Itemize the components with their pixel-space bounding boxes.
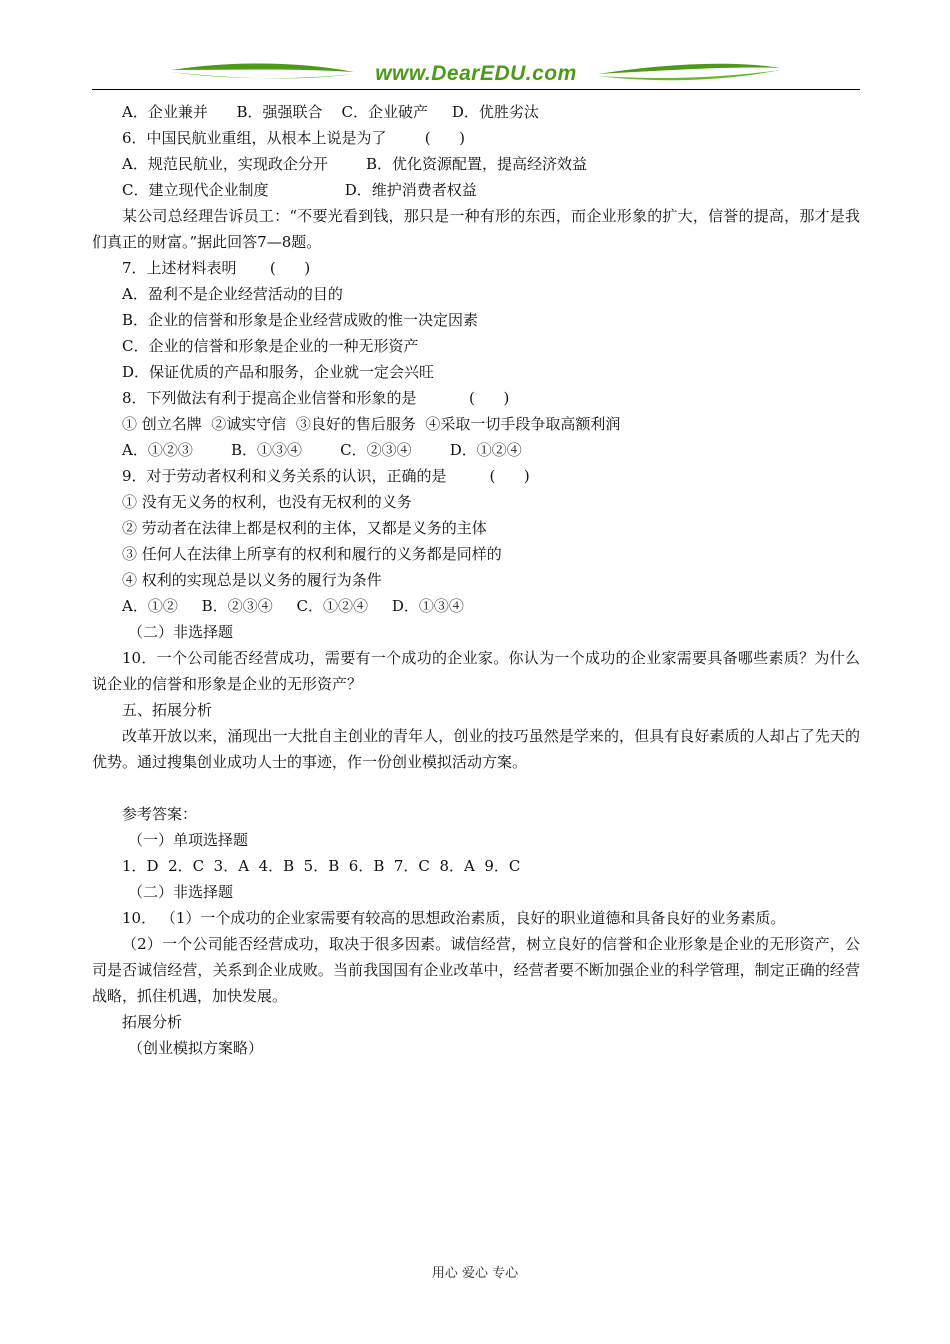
header-rule: [92, 89, 860, 90]
document-body: [92, 99, 860, 1061]
text-line: A．①②③ B．①③④ C．②③④ D．①②④: [122, 441, 522, 459]
question-6: 6．中国民航业重组，从根本上说是为了 ( ): [122, 129, 466, 147]
text-line: C．企业的信誉和形象是企业的一种无形资产: [122, 337, 419, 355]
text-line: ④ 权利的实现总是以义务的履行为条件: [122, 571, 382, 589]
text-line: A．企业兼并 B．强强联合 C．企业破产 D．优胜劣汰: [122, 103, 539, 121]
page-footer: 用心 爱心 专心: [431, 1266, 519, 1281]
text-line: ③ 任何人在法律上所享有的权利和履行的义务都是同样的: [122, 545, 502, 563]
section-heading: 五、拓展分析: [122, 701, 213, 719]
answers-heading: 参考答案：: [122, 805, 198, 823]
text-line: ① 创立名牌 ②诚实守信 ③良好的售后服务 ④采取一切手段争取高额利润: [122, 415, 621, 433]
section-heading: 拓展分析: [122, 1013, 183, 1031]
material-paragraph: 某公司总经理告诉员工：“不要光看到钱，那只是一种有形的东西，而企业形象的扩大，信誉的提高，那才是我们真正的财富。”据此回答7—8题。: [92, 207, 860, 251]
spacer: [92, 775, 860, 801]
logo-text: www.DearEDU.com: [375, 62, 577, 85]
text-line: ① 没有无义务的权利，也没有无权利的义务: [122, 493, 412, 511]
text-line: C．建立现代企业制度 D．维护消费者权益: [122, 181, 477, 199]
text-line: A．盈利不是企业经营活动的目的: [122, 285, 343, 303]
answer-line: （创业模拟方案略）: [128, 1039, 264, 1057]
extension-paragraph: 改革开放以来，涌现出一大批自主创业的青年人，创业的技巧虽然是学来的，但具有良好素质的人却占了先天的优势。通过搜集创业成功人士的事迹，作一份创业模拟活动方案。: [92, 727, 860, 771]
site-logo-banner: [92, 58, 860, 92]
answer-paragraph: （2）一个公司能否经营成功，取决于很多因素。诚信经营，树立良好的信誉和企业形象是企业的无形资产，公司是否诚信经营，关系到企业成败。当前我国国有企业改革中，经营者要不断加强企业的科学管理，制定正确的经营战略，抓住机遇，加快发展。: [92, 935, 860, 1005]
section-heading: （一）单项选择题: [128, 831, 249, 849]
section-heading: （二）非选择题: [128, 883, 234, 901]
text-line: A．①② B．②③④ C．①②④ D．①③④: [122, 597, 464, 615]
answer-line: 10． （1）一个成功的企业家需要有较高的思想政治素质，良好的职业道德和具备良好的业务素质。: [122, 909, 786, 927]
answer-line: 1．D 2．C 3．A 4．B 5．B 6．B 7．C 8．A 9．C: [122, 857, 521, 875]
question-9: 9．对于劳动者权利和义务关系的认识，正确的是 ( ): [122, 467, 530, 485]
text-line: D．保证优质的产品和服务，企业就一定会兴旺: [122, 363, 435, 381]
question-10: 10．一个公司能否经营成功，需要有一个成功的企业家。你认为一个成功的企业家需要具备哪些素质？为什么说企业的信誉和形象是企业的无形资产？: [92, 649, 860, 693]
text-line: ② 劳动者在法律上都是权利的主体，又都是义务的主体: [122, 519, 487, 537]
question-7: 7．上述材料表明 ( ): [122, 259, 311, 277]
text-line: B．企业的信誉和形象是企业经营成败的惟一决定因素: [122, 311, 479, 329]
question-8: 8．下列做法有利于提高企业信誉和形象的是 ( ): [122, 389, 510, 407]
text-line: A．规范民航业，实现政企分开 B．优化资源配置，提高经济效益: [122, 155, 588, 173]
section-heading: （二）非选择题: [128, 623, 234, 641]
